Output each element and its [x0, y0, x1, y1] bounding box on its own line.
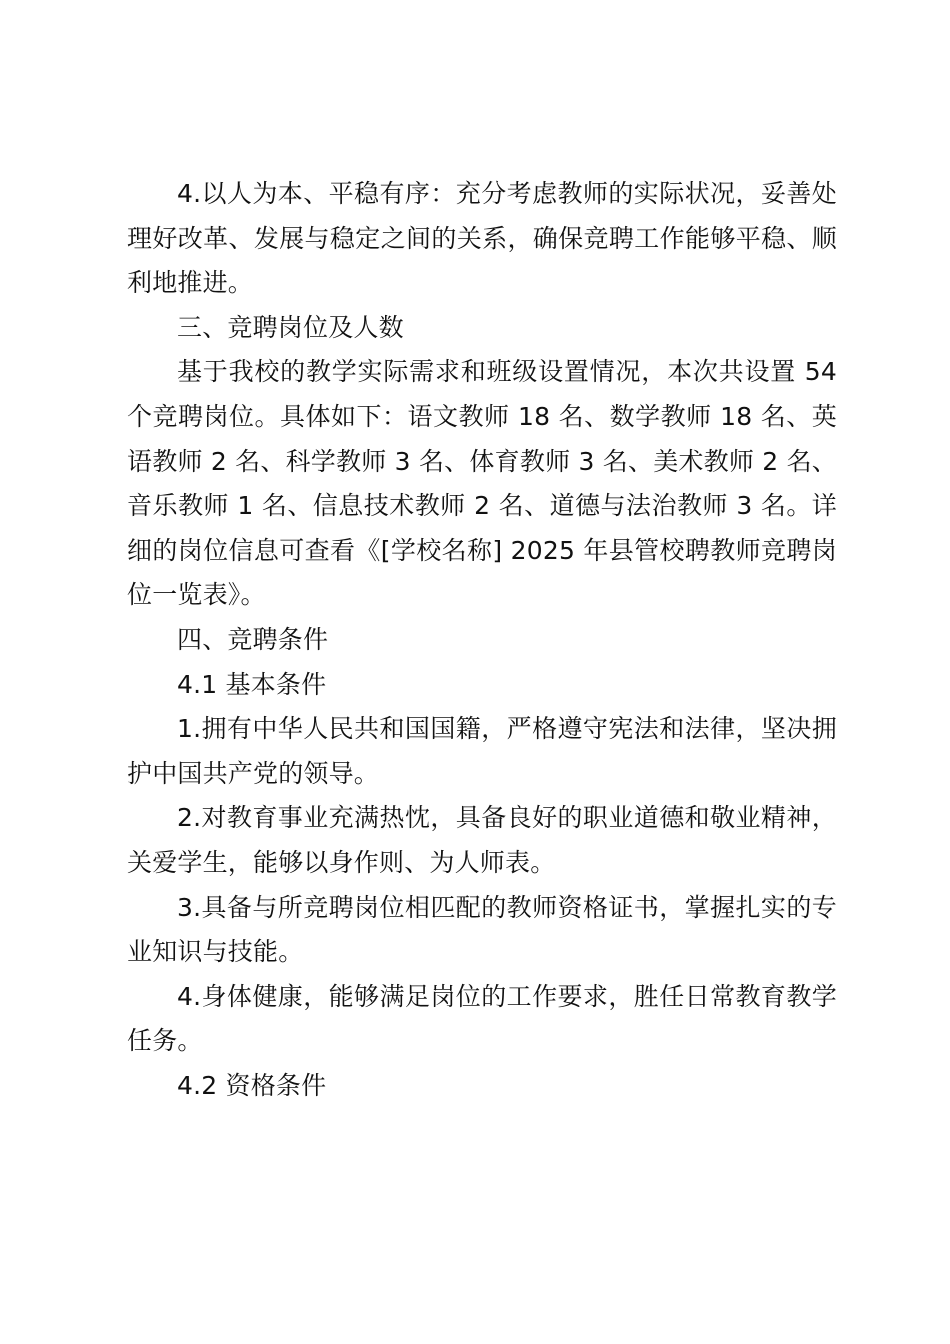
- section-heading-conditions: 四、竞聘条件: [177, 624, 329, 654]
- paragraph-basic-2: 2.对教育事业充满热忱，具备良好的职业道德和敬业精神，关爱学生，能够以身作则、为人师表。: [127, 803, 837, 877]
- paragraph-basic-4: 4.身体健康，能够满足岗位的工作要求，胜任日常教育教学任务。: [127, 981, 837, 1056]
- paragraph-principle-4: 4.以人为本、平稳有序：充分考虑教师的实际状况，妥善处理好改革、发展与稳定之间的关系，确保竞聘工作能够平稳、顺利地推进。: [127, 179, 837, 298]
- document-body: [127, 172, 837, 1108]
- paragraph-basic-3: 3.具备与所竞聘岗位相匹配的教师资格证书，掌握扎实的专业知识与技能。: [127, 892, 837, 967]
- subsection-heading-basic: 4.1 基本条件: [177, 669, 327, 699]
- paragraph-basic-1: 1.拥有中华人民共和国国籍，严格遵守宪法和法律，坚决拥护中国共产党的领导。: [127, 714, 837, 788]
- section-heading-positions: 三、竞聘岗位及人数: [177, 312, 404, 342]
- subsection-heading-qualification: 4.2 资格条件: [177, 1070, 327, 1100]
- paragraph-positions: 基于我校的教学实际需求和班级设置情况，本次共设置 54 个竞聘岗位。具体如下：语文教师 18 名、数学教师 18 名、英语教师 2 名、科学教师 3 名、体育教师 3 名、美术教师 2 名、音乐教师 1 名、信息技术教师 2 名、道德与法治教师 3 名。详细的岗位信息可查看《[学校名称] 2025 年县管校聘教师竞聘岗位一览表》。: [127, 357, 837, 610]
